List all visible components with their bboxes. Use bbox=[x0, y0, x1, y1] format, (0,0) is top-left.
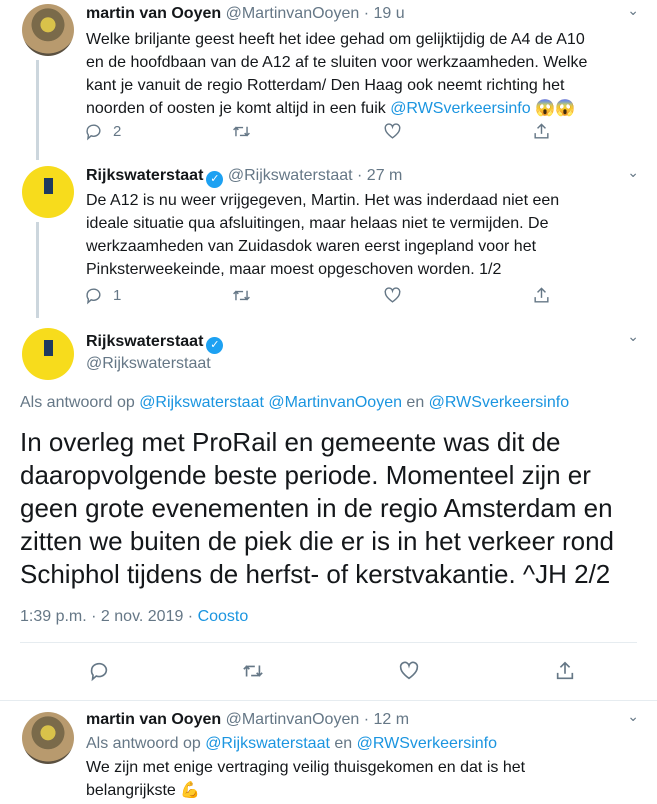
text-line: kant je vanuit de regio Rotterdam/ Den Haag ook neemt richting het bbox=[86, 77, 565, 94]
heart-icon bbox=[383, 122, 402, 141]
chevron-down-icon[interactable]: ⌄ bbox=[627, 328, 639, 344]
text-line bbox=[86, 780, 525, 803]
author-name[interactable]: Rijkswaterstaat bbox=[86, 333, 204, 350]
mention-link[interactable]: @RWSverkeersinfo bbox=[390, 100, 531, 117]
divider bbox=[0, 700, 657, 701]
mention-link[interactable]: @Rijkswaterstaat bbox=[205, 735, 330, 752]
timestamp bbox=[20, 608, 248, 626]
text-line: en bbox=[329, 735, 357, 752]
avatar[interactable] bbox=[22, 4, 74, 56]
text-line: zitten we buiten de piek die er is in het verkeer rond bbox=[20, 526, 615, 556]
text-line: Pinksterweekeinde, maar moest opgeschoven worden. 1/2 bbox=[86, 261, 502, 278]
emoji: 💪 bbox=[180, 782, 201, 799]
source-link[interactable]: Coosto bbox=[197, 608, 249, 625]
reply-count: 2 bbox=[113, 123, 122, 140]
mention-link[interactable]: @RWSverkeersinfo bbox=[428, 394, 570, 411]
tweet-text bbox=[20, 426, 614, 591]
avatar[interactable] bbox=[22, 328, 74, 380]
share-icon bbox=[554, 660, 576, 682]
tweet-text bbox=[86, 189, 559, 281]
like-button[interactable] bbox=[383, 286, 402, 305]
share-icon bbox=[532, 286, 551, 305]
tweet-time[interactable]: · 27 m bbox=[357, 167, 403, 184]
share-button[interactable] bbox=[532, 286, 551, 305]
reply-count: 1 bbox=[113, 287, 122, 304]
mention-link[interactable]: @Rijkswaterstaat @MartinvanOoyen bbox=[139, 394, 402, 411]
text-line: Welke briljante geest heeft het idee gehad om gelijktijdig de A4 de A10 bbox=[86, 31, 585, 48]
author-handle[interactable]: @MartinvanOoyen bbox=[225, 5, 360, 22]
reply-button[interactable] bbox=[84, 122, 121, 141]
tweet-text bbox=[86, 757, 525, 803]
retweet-button[interactable] bbox=[232, 286, 251, 305]
heart-icon bbox=[383, 286, 402, 305]
chevron-down-icon[interactable]: ⌄ bbox=[627, 2, 639, 18]
text-line bbox=[86, 97, 587, 120]
verified-icon: ✓ bbox=[206, 171, 223, 188]
author-name[interactable]: Rijkswaterstaat bbox=[86, 167, 204, 184]
share-button[interactable] bbox=[554, 660, 576, 682]
tweet-text bbox=[86, 28, 587, 120]
avatar[interactable] bbox=[22, 166, 74, 218]
thread-line bbox=[36, 60, 39, 160]
retweet-icon bbox=[242, 660, 264, 682]
text-line: Schiphol tijdens de herfst- of kerstvakantie. ^JH 2/2 bbox=[20, 559, 611, 589]
retweet-button[interactable] bbox=[232, 122, 251, 141]
text-line: daaropvolgende beste periode. Momenteel zijn er bbox=[20, 460, 591, 490]
reply-icon bbox=[88, 660, 110, 682]
reply-button[interactable] bbox=[84, 286, 121, 305]
text-line: We zijn met enige vertraging veilig thuisgekomen en dat is het bbox=[86, 759, 526, 776]
reply-context bbox=[20, 394, 569, 412]
tweet-time[interactable]: · 19 u bbox=[363, 5, 405, 22]
text-line: De A12 is nu weer vrijgegeven, Martin. Het was inderdaad niet een bbox=[86, 192, 560, 209]
chevron-down-icon[interactable]: ⌄ bbox=[627, 164, 639, 180]
avatar[interactable] bbox=[22, 712, 74, 764]
tweet-time[interactable]: · 12 m bbox=[363, 711, 410, 728]
thread-line bbox=[36, 222, 39, 318]
text-line: en bbox=[401, 394, 429, 411]
text-line: 1:39 p.m. · 2 nov. 2019 · bbox=[20, 608, 198, 625]
retweet-icon bbox=[232, 286, 251, 305]
share-icon bbox=[532, 122, 551, 141]
text-line: werkzaamheden van Zuidasdok waren eerst ingepland voor het bbox=[86, 238, 537, 255]
text-line: Als antwoord op bbox=[86, 735, 206, 752]
author-name[interactable]: martin van Ooyen bbox=[86, 5, 222, 22]
text-line: In overleg met ProRail en gemeente was dit de bbox=[20, 427, 561, 457]
text-line: belangrijkste bbox=[86, 782, 181, 799]
author-handle[interactable]: @Rijkswaterstaat bbox=[227, 167, 353, 184]
mention-link[interactable]: @RWSverkeersinfo bbox=[356, 735, 498, 752]
verified-icon: ✓ bbox=[206, 337, 223, 354]
divider bbox=[20, 642, 637, 643]
like-button[interactable] bbox=[383, 122, 402, 141]
reply-icon bbox=[84, 122, 103, 141]
reply-button[interactable] bbox=[88, 660, 110, 682]
text-line: Als antwoord op bbox=[20, 394, 140, 411]
author-handle[interactable]: @MartinvanOoyen bbox=[225, 711, 360, 728]
chevron-down-icon[interactable]: ⌄ bbox=[627, 708, 639, 724]
text-line: ideale situatie qua afsluitingen, maar helaas niet te vermijden. De bbox=[86, 215, 549, 232]
author-handle[interactable]: @Rijkswaterstaat bbox=[86, 355, 211, 372]
heart-icon bbox=[398, 660, 420, 682]
text-line: geen grote evenementen in de regio Amsterdam en bbox=[20, 493, 613, 523]
reply-context bbox=[86, 735, 497, 753]
like-button[interactable] bbox=[398, 660, 420, 682]
retweet-icon bbox=[232, 122, 251, 141]
reply-icon bbox=[84, 286, 103, 305]
emoji: 😱😱 bbox=[535, 100, 575, 117]
text-line: noorden of oosten je komt altijd in een fuik bbox=[86, 100, 391, 117]
text-line: en de hoofdbaan van de A12 af te sluiten voor werkzaamheden. Welke bbox=[86, 54, 588, 71]
author-name[interactable]: martin van Ooyen bbox=[86, 711, 222, 728]
retweet-button[interactable] bbox=[242, 660, 264, 682]
share-button[interactable] bbox=[532, 122, 551, 141]
